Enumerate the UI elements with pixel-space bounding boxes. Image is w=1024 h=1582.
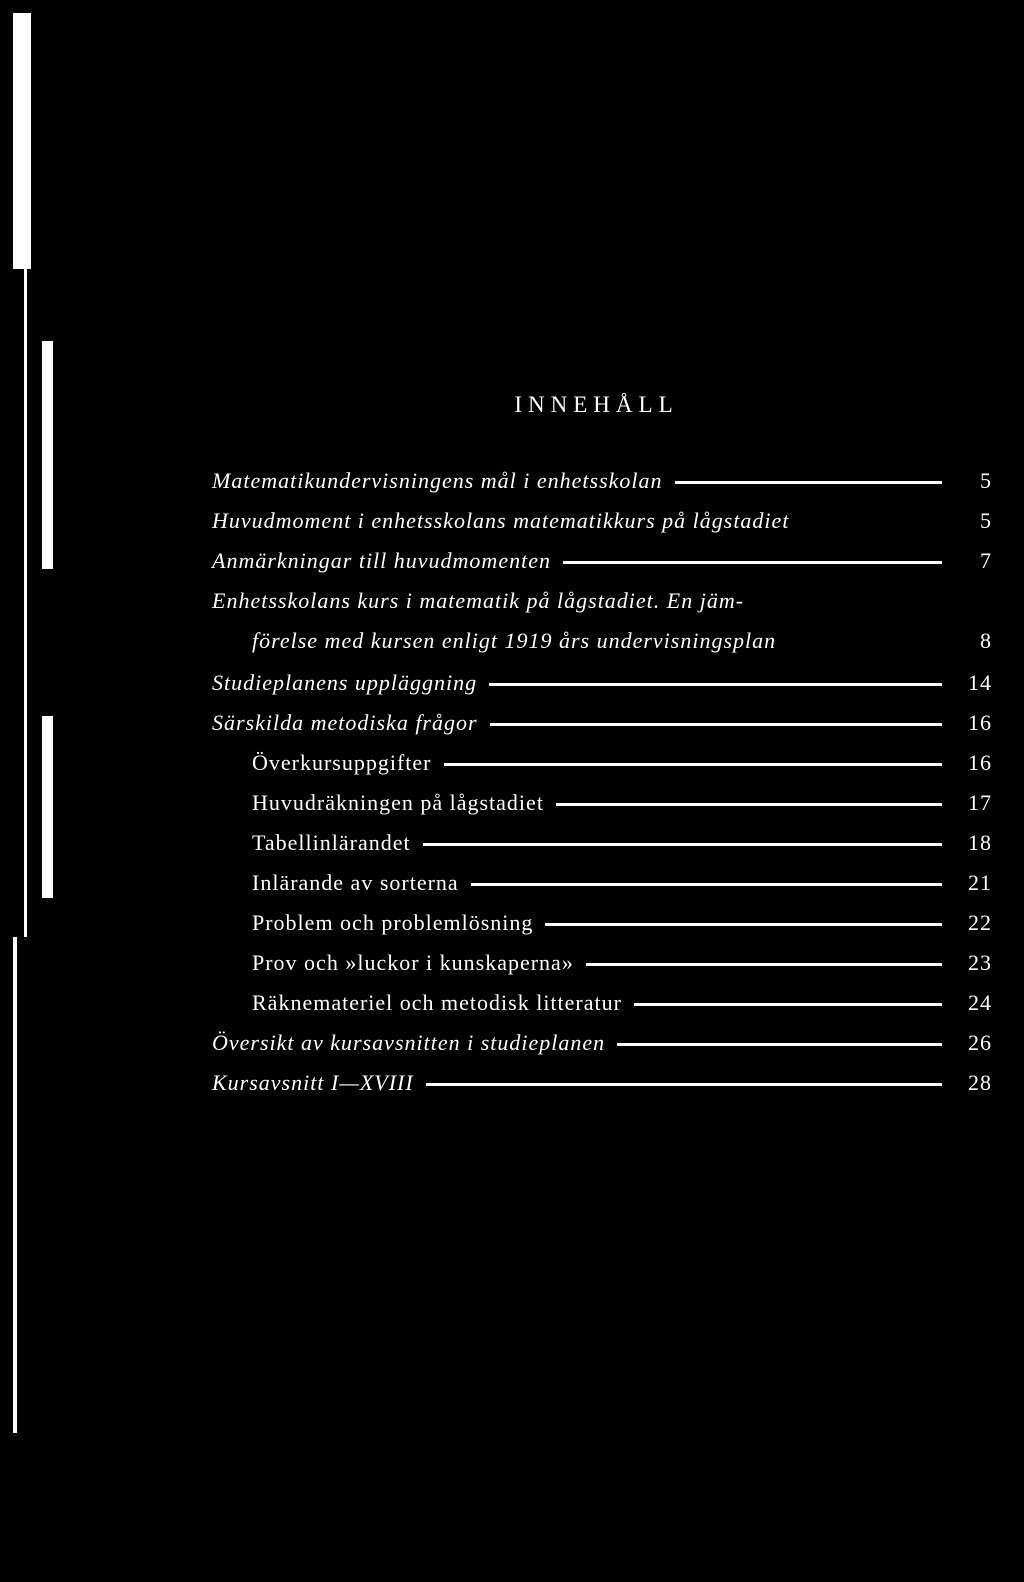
- toc-entry: [212, 663, 992, 703]
- toc-entry-title: Huvudmoment i enhetsskolans matematikkurs på lågstadiet: [212, 508, 790, 533]
- toc-entry-title: Anmärkningar till huvudmomenten: [212, 548, 551, 573]
- toc-page-number: 8: [980, 628, 992, 653]
- toc-entry-row: [212, 663, 992, 703]
- leader-line: [801, 521, 942, 524]
- leader-line: [423, 843, 942, 846]
- toc-entry-title: Prov och »luckor i kunskaperna»: [252, 950, 574, 975]
- toc-entry: [212, 1063, 992, 1103]
- toc-page-number: 16: [968, 710, 992, 735]
- leader-line: [490, 723, 942, 726]
- toc-entry-row: [252, 983, 992, 1023]
- toc-entry-row: [252, 823, 992, 863]
- leader-line: [556, 803, 942, 806]
- toc-list: [212, 461, 992, 1103]
- toc-entry-title: Översikt av kursavsnitten i studieplanen: [212, 1030, 606, 1055]
- toc-entry-title: Kursavsnitt I—XVIII: [212, 1070, 414, 1095]
- toc-page-number: 5: [980, 508, 992, 533]
- toc-entry: [212, 863, 992, 903]
- scan-edge-bar: [42, 716, 53, 898]
- leader-line: [788, 641, 942, 644]
- toc-page-number: 17: [968, 790, 992, 815]
- leader-line: [634, 1003, 942, 1006]
- scan-edge-bar: [24, 269, 27, 937]
- toc-entry-title: Enhetsskolans kurs i matematik på lågstadiet. En jäm-: [212, 588, 745, 613]
- scan-edge-bar: [42, 341, 53, 569]
- toc-page-number: 16: [968, 750, 992, 775]
- toc-entry: [212, 943, 992, 983]
- leader-line: [617, 1043, 942, 1046]
- toc-page-number: 23: [968, 950, 992, 975]
- toc-entry: [212, 581, 992, 663]
- toc-entry: [212, 541, 992, 581]
- toc-entry-row: [212, 1063, 992, 1103]
- toc-entry-row: [252, 783, 992, 823]
- toc-entry-row: [252, 863, 992, 903]
- toc-entry-title: Huvudräkningen på lågstadiet: [252, 790, 544, 815]
- toc-entry-title: Matematikundervisningens mål i enhetsskolan: [212, 468, 663, 493]
- toc-entry: [212, 903, 992, 943]
- toc-entry-title: Inlärande av sorterna: [252, 870, 459, 895]
- toc-entry-row: [212, 501, 992, 541]
- toc-entry-title: Särskilda metodiska frågor: [212, 710, 478, 735]
- toc-entry-row: [252, 903, 992, 943]
- toc-page-number: 18: [968, 830, 992, 855]
- toc-entry-row: [212, 703, 992, 743]
- toc-entry-title: Problem och problemlösning: [252, 910, 534, 935]
- toc-entry-row: [252, 943, 992, 983]
- toc-entry-row: [252, 743, 992, 783]
- toc-page-number: 14: [968, 670, 992, 695]
- leader-line: [675, 481, 942, 484]
- toc-entry: [212, 1023, 992, 1063]
- toc-entry: [212, 501, 992, 541]
- toc-entry-title: Överkursuppgifter: [252, 750, 432, 775]
- leader-line: [489, 683, 942, 686]
- leader-line: [426, 1083, 942, 1086]
- toc-entry: [212, 461, 992, 501]
- toc-entry: [212, 823, 992, 863]
- toc-entry-row: [212, 1023, 992, 1063]
- toc-entry-row: [212, 461, 992, 501]
- toc-entry-title: Räknemateriel och metodisk litteratur: [252, 990, 622, 1015]
- toc-page-number: 28: [968, 1070, 992, 1095]
- toc-page-number: 21: [968, 870, 992, 895]
- toc-page-number: 26: [968, 1030, 992, 1055]
- toc-entry-row: [212, 541, 992, 581]
- toc-page-number: 22: [968, 910, 992, 935]
- toc-page-number: 24: [968, 990, 992, 1015]
- leader-line: [444, 763, 942, 766]
- toc-entry: [212, 783, 992, 823]
- toc-entry: [212, 743, 992, 783]
- leader-line: [586, 963, 942, 966]
- toc-page-number: 5: [980, 468, 992, 493]
- toc-entry: [212, 703, 992, 743]
- toc-title: INNEHÅLL: [514, 392, 679, 417]
- leader-line: [545, 923, 942, 926]
- toc-entry: [212, 983, 992, 1023]
- leader-line: [471, 883, 942, 886]
- toc-entry-row: [252, 621, 992, 661]
- leader-line: [563, 561, 942, 564]
- toc-entry-title: Studieplanens uppläggning: [212, 670, 478, 695]
- scan-edge-bar: [13, 13, 31, 269]
- scan-edge-bar: [13, 937, 17, 1433]
- toc-entry-title: Tabellinlärandet: [252, 830, 411, 855]
- toc-entry-title-continued: förelse med kursen enligt 1919 års undervisningsplan: [252, 628, 777, 653]
- toc-page-number: 7: [980, 548, 992, 573]
